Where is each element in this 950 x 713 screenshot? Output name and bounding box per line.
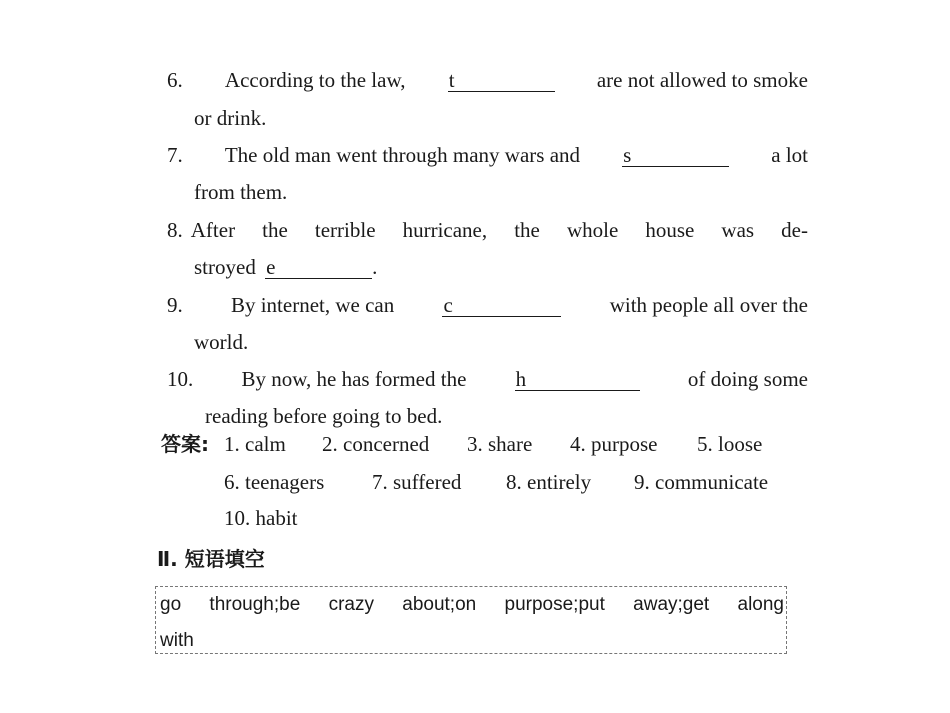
question-text: of doing some — [687, 367, 808, 391]
blank-hint-letter: c — [443, 293, 453, 317]
question-7-line-1 — [167, 141, 808, 169]
answer-item: 4. purpose — [570, 432, 658, 456]
phrase-bank-line-1 — [160, 592, 784, 618]
answer-blank[interactable] — [622, 144, 729, 167]
question-9-line-2 — [194, 328, 950, 356]
section-2-heading — [157, 545, 265, 573]
question-text: After the terrible hurricane, the whole house was de- — [190, 218, 808, 242]
question-number: 7. — [167, 143, 183, 167]
answer-item: 2. concerned — [322, 432, 430, 456]
section-title: 短语填空 — [184, 547, 265, 571]
answers-row-1 — [161, 430, 791, 458]
question-number: 8. — [167, 218, 183, 242]
question-text: reading before going to bed. — [205, 404, 443, 428]
question-7-line-2 — [194, 178, 950, 206]
section-numeral: Ⅱ. — [157, 547, 178, 571]
answers-row-2 — [224, 468, 804, 496]
question-text: By internet, we can — [230, 293, 395, 317]
question-9-line-1 — [167, 291, 808, 319]
answer-blank[interactable] — [265, 256, 372, 279]
question-10-line-1 — [167, 365, 808, 393]
question-text: By now, he has formed the — [241, 367, 467, 391]
answer-blank[interactable] — [442, 294, 561, 317]
phrase-bank-box — [155, 586, 787, 654]
blank-hint-letter: e — [266, 255, 276, 279]
question-10-line-2 — [205, 402, 950, 430]
answers-row-3 — [224, 504, 950, 532]
question-number: 10. — [167, 367, 194, 391]
question-number: 9. — [167, 293, 183, 317]
question-text: . — [372, 255, 378, 279]
question-6-line-1 — [167, 66, 808, 94]
question-text: or drink. — [194, 106, 267, 130]
phrase-bank-text: with — [160, 630, 194, 651]
phrase-bank-line-2 — [160, 628, 784, 654]
question-text: with people all over the — [609, 293, 808, 317]
answer-item: 5. loose — [697, 432, 763, 456]
question-8-line-1 — [167, 216, 808, 244]
question-text: According to the law, — [224, 68, 406, 92]
answer-item: 8. entirely — [506, 470, 592, 494]
question-6-line-2 — [194, 104, 950, 132]
question-text: are not allowed to smoke — [596, 68, 808, 92]
question-number: 6. — [167, 68, 183, 92]
question-8-line-2 — [194, 253, 950, 281]
question-text: world. — [194, 330, 249, 354]
answer-item: 10. habit — [224, 506, 298, 530]
blank-hint-letter: h — [515, 367, 527, 391]
answer-item: 1. calm — [224, 432, 286, 456]
question-text: The old man went through many wars and — [224, 143, 581, 167]
question-text: a lot — [771, 143, 808, 167]
answers-label: 答案: — [161, 432, 209, 456]
question-text: stroyed — [194, 255, 256, 279]
question-text: from them. — [194, 180, 288, 204]
answer-item: 7. suffered — [372, 470, 462, 494]
answer-blank[interactable] — [448, 69, 555, 92]
answer-blank[interactable] — [515, 368, 640, 391]
blank-hint-letter: t — [448, 68, 455, 92]
blank-hint-letter: s — [623, 143, 632, 167]
answer-item: 9. communicate — [634, 470, 769, 494]
answer-item: 3. share — [467, 432, 533, 456]
phrase-bank-text: go through;be crazy about;on purpose;put away;get along — [160, 594, 784, 615]
answer-item: 6. teenagers — [224, 470, 325, 494]
